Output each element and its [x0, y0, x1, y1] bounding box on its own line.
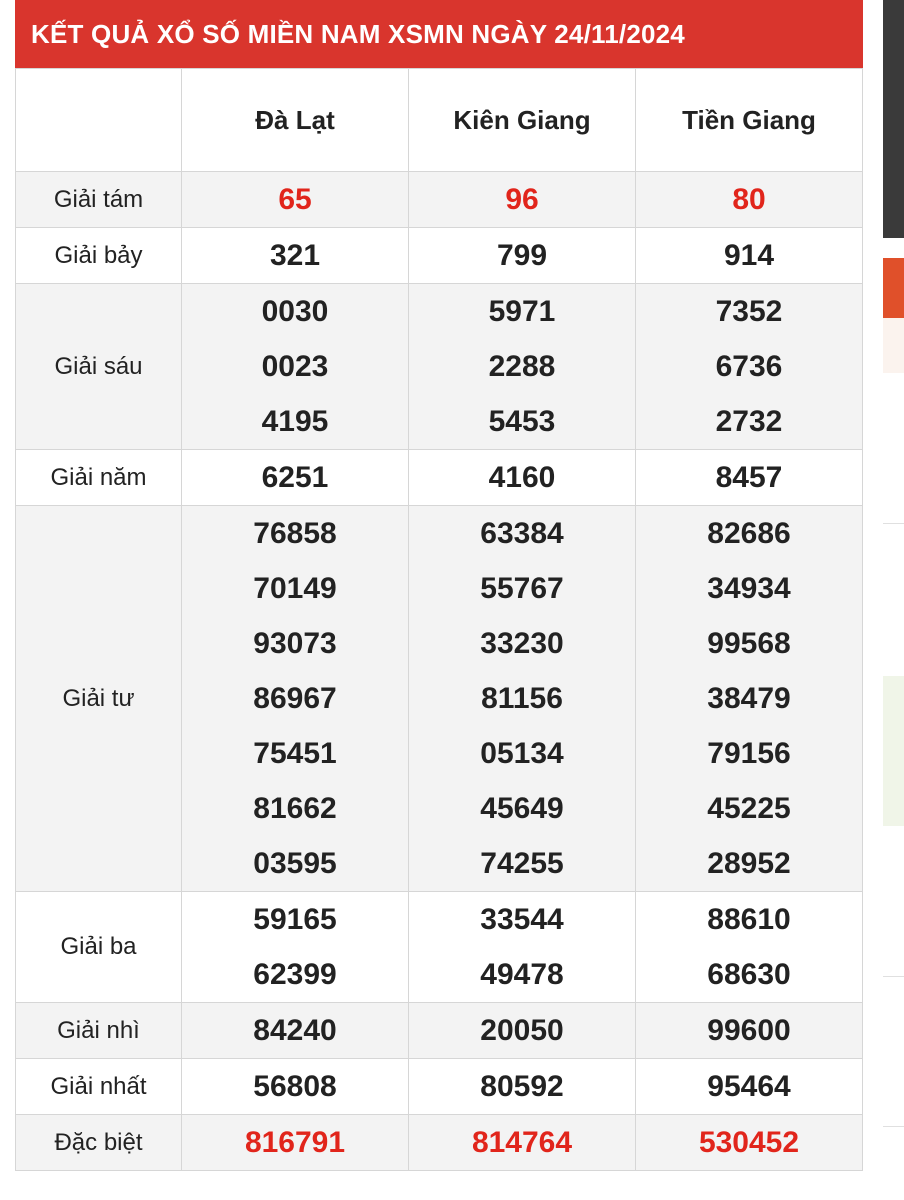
prize-number: 65	[278, 183, 312, 216]
prize-cell	[409, 1115, 636, 1171]
prize-row	[16, 228, 863, 284]
prize-cell	[409, 1003, 636, 1059]
header-row	[16, 69, 863, 172]
prize-number: 4160	[488, 461, 556, 494]
prize-number: 74255	[480, 847, 564, 880]
prize-number: 6251	[261, 461, 329, 494]
prize-number: 68630	[707, 958, 791, 991]
sidebar-banner	[883, 0, 904, 238]
prize-label: Đặc biệt	[16, 1115, 182, 1171]
sidebar-divider	[883, 1126, 904, 1127]
prize-number: 799	[496, 239, 548, 272]
prize-number: 88610	[707, 903, 791, 936]
prize-number: 82686	[707, 517, 791, 550]
prize-number: 81662	[253, 792, 337, 825]
prize-cell	[636, 1115, 863, 1171]
prize-cell	[409, 1059, 636, 1115]
prize-number: 70149	[253, 572, 337, 605]
prize-number: 80	[732, 183, 766, 216]
prize-number: 49478	[480, 958, 564, 991]
prize-label: Giải bảy	[16, 228, 182, 284]
prize-number: 34934	[707, 572, 791, 605]
prize-label: Giải tám	[16, 172, 182, 228]
results-table	[15, 68, 863, 1171]
prize-cell	[409, 284, 636, 450]
prize-cell	[182, 228, 409, 284]
prize-number: 96	[505, 183, 539, 216]
prize-number: 80592	[480, 1070, 564, 1103]
province-header[interactable]: Kiên Giang	[409, 69, 636, 172]
prize-number: 79156	[707, 737, 791, 770]
prize-number: 84240	[253, 1014, 337, 1047]
prize-row	[16, 892, 863, 1003]
prize-number: 03595	[253, 847, 337, 880]
sidebar-divider	[883, 976, 904, 977]
prize-number: 55767	[480, 572, 564, 605]
prize-number: 8457	[715, 461, 783, 494]
prize-cell	[182, 284, 409, 450]
sidebar-subheader	[883, 318, 904, 373]
prize-cell	[636, 892, 863, 1003]
prize-row	[16, 284, 863, 450]
prize-cell	[182, 1003, 409, 1059]
sidebar-block	[883, 676, 904, 826]
prize-number: 2288	[488, 350, 556, 383]
prize-number: 33230	[480, 627, 564, 660]
sidebar-header	[883, 258, 904, 318]
results-panel	[15, 0, 863, 1171]
prize-cell	[636, 506, 863, 892]
prize-cell	[182, 1059, 409, 1115]
prize-cell	[636, 172, 863, 228]
prize-cell	[636, 1059, 863, 1115]
prize-cell	[409, 506, 636, 892]
prize-number: 45225	[707, 792, 791, 825]
prize-cell	[636, 284, 863, 450]
prize-cell	[636, 450, 863, 506]
prize-cell	[409, 892, 636, 1003]
prize-cell	[409, 450, 636, 506]
prize-label: Giải nhất	[16, 1059, 182, 1115]
prize-cell	[409, 172, 636, 228]
results-title: KẾT QUẢ XỔ SỐ MIỀN NAM XSMN NGÀY 24/11/2024	[15, 0, 863, 68]
province-header[interactable]: Đà Lạt	[182, 69, 409, 172]
prize-label: Giải sáu	[16, 284, 182, 450]
prize-number: 56808	[253, 1070, 337, 1103]
prize-label: Giải nhì	[16, 1003, 182, 1059]
prize-number: 81156	[481, 682, 563, 715]
prize-row	[16, 506, 863, 892]
prize-number: 45649	[480, 792, 564, 825]
prize-label: Giải tư	[16, 506, 182, 892]
prize-label: Giải ba	[16, 892, 182, 1003]
prize-number: 63384	[480, 517, 564, 550]
prize-number: 62399	[253, 958, 337, 991]
prize-number: 2732	[715, 405, 783, 438]
prize-cell	[182, 506, 409, 892]
prize-cell	[409, 228, 636, 284]
prize-row	[16, 172, 863, 228]
prize-number: 0030	[261, 295, 329, 328]
prize-number: 6736	[715, 350, 783, 383]
prize-cell	[182, 450, 409, 506]
prize-cell	[636, 1003, 863, 1059]
prize-number: 20050	[480, 1014, 564, 1047]
prize-number: 86967	[253, 682, 337, 715]
prize-number: 816791	[244, 1126, 346, 1159]
prize-row	[16, 1115, 863, 1171]
prize-number: 76858	[253, 517, 337, 550]
prize-cell	[182, 892, 409, 1003]
prize-number: 99568	[707, 627, 791, 660]
province-header[interactable]: Tiền Giang	[636, 69, 863, 172]
sidebar-strip	[883, 0, 904, 1200]
prize-number: 93073	[253, 627, 337, 660]
prize-cell	[182, 1115, 409, 1171]
prize-row	[16, 1003, 863, 1059]
prize-number: 75451	[253, 737, 337, 770]
prize-number: 5453	[488, 405, 556, 438]
prize-number: 4195	[261, 405, 329, 438]
prize-cell	[636, 228, 863, 284]
prize-number: 59165	[253, 903, 337, 936]
prize-number: 28952	[707, 847, 791, 880]
prize-number: 814764	[471, 1126, 573, 1159]
results-table-body	[16, 69, 863, 1171]
header-corner	[16, 69, 182, 172]
prize-number: 7352	[715, 295, 783, 328]
prize-number: 0023	[261, 350, 329, 383]
prize-row	[16, 1059, 863, 1115]
prize-number: 05134	[480, 737, 564, 770]
prize-number: 321	[269, 239, 321, 272]
prize-number: 99600	[707, 1014, 791, 1047]
prize-label: Giải năm	[16, 450, 182, 506]
prize-number: 33544	[480, 903, 564, 936]
prize-number: 38479	[707, 682, 791, 715]
prize-number: 5971	[488, 295, 556, 328]
prize-cell	[182, 172, 409, 228]
prize-number: 914	[723, 239, 775, 272]
sidebar-divider	[883, 523, 904, 524]
prize-row	[16, 450, 863, 506]
prize-number: 530452	[698, 1126, 800, 1159]
prize-number: 95464	[707, 1070, 791, 1103]
